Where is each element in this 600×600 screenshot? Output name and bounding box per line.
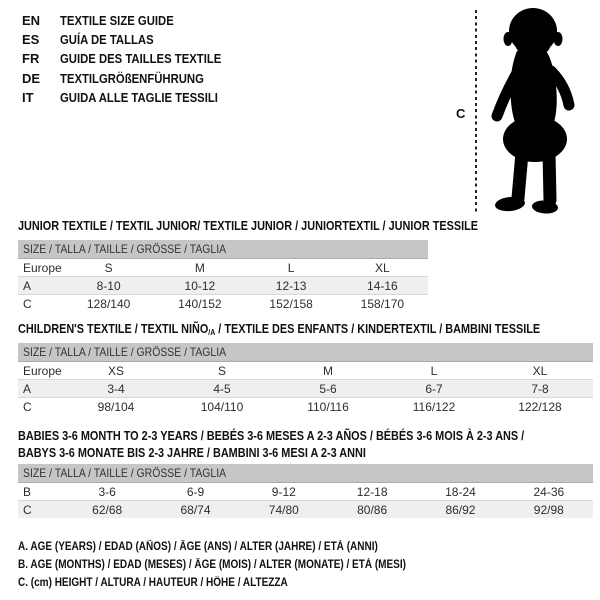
junior-section-title <box>18 219 479 240</box>
size-value-cell: 104/110 <box>200 399 244 414</box>
size-value-cell: 122/128 <box>518 399 562 414</box>
size-value-cell: XL <box>487 362 593 380</box>
size-header-band <box>18 240 428 259</box>
size-value-cell: 12-18 <box>328 483 416 501</box>
table-row <box>18 380 593 398</box>
footnotes <box>18 538 464 592</box>
footnote-b <box>18 556 464 574</box>
table-row <box>18 259 428 277</box>
toddler-silhouette-icon <box>484 6 596 216</box>
size-value-cell: 74/80 <box>240 501 328 519</box>
row-label: Europe <box>18 259 63 277</box>
size-value-cell: XL <box>337 259 428 277</box>
row-label: A <box>18 380 63 398</box>
row-label: Europe <box>18 362 63 380</box>
size-value-cell: 14-16 <box>337 277 428 295</box>
table-row <box>18 362 593 380</box>
table-row <box>18 483 593 501</box>
babies-title-line2: BABYS 3-6 MONATE BIS 2-3 JAHRE / BAMBINI 3-6 MESI A 2-3 ANNI <box>18 446 366 460</box>
size-value-cell: 3-4 <box>63 380 169 398</box>
footnote-c <box>18 574 464 592</box>
junior-size-table <box>18 259 428 312</box>
lang-row-es <box>22 30 245 49</box>
height-measure-label: C <box>456 106 466 121</box>
footnote-c-text: C. (cm) HEIGHT / ALTURA / HAUTEUR / HÖHE / ALTEZZA <box>18 577 288 589</box>
junior-section-title-text: JUNIOR TEXTILE / TEXTIL JUNIOR/ TEXTILE JUNIOR / JUNIORTEXTIL / JUNIOR TESSILE <box>18 219 479 233</box>
size-value-cell: 80/86 <box>328 501 416 519</box>
children-size-table <box>18 362 593 415</box>
children-textile-section <box>18 322 593 415</box>
size-value-cell: 10-12 <box>154 277 245 295</box>
size-value-cell: S <box>63 259 154 277</box>
size-value-cell: 18-24 <box>416 483 504 501</box>
lang-row-it <box>22 88 245 107</box>
size-header-text: SIZE / TALLA / TAILLE / GRÖSSE / TAGLIA <box>23 466 227 480</box>
row-label: C <box>18 501 63 519</box>
lang-code: EN <box>22 13 41 28</box>
lang-row-fr <box>22 49 245 68</box>
language-title-list <box>22 11 245 107</box>
title-subscript: /A <box>208 328 216 337</box>
size-value-cell: 128/140 <box>86 296 131 311</box>
lang-code: IT <box>22 89 34 105</box>
size-value-cell: 6-7 <box>381 380 487 398</box>
size-header-band <box>18 464 593 483</box>
size-value-cell: M <box>275 362 381 380</box>
table-row <box>18 277 428 295</box>
size-value-cell: 68/74 <box>151 501 239 519</box>
babies-textile-section <box>18 428 593 518</box>
row-label: C <box>23 296 32 311</box>
size-value-cell: 6-9 <box>151 483 239 501</box>
junior-textile-section <box>18 219 479 312</box>
size-value-cell: L <box>246 259 337 277</box>
size-value-cell: M <box>154 259 245 277</box>
size-value-cell: 92/98 <box>505 501 593 519</box>
footnote-b-text: B. AGE (MONTHS) / EDAD (MESES) / ÂGE (MOIS) / ALTER (MONATE) / ETÀ (MESI) <box>18 559 406 571</box>
footnote-a-text: A. AGE (YEARS) / EDAD (AÑOS) / ÂGE (ANS) / ALTER (JAHRE) / ETÀ (ANNI) <box>18 541 378 553</box>
lang-label: GUIDA ALLE TAGLIE TESSILI <box>60 89 218 105</box>
size-value-cell: 116/122 <box>412 399 456 414</box>
babies-section-title <box>18 428 593 464</box>
lang-code: ES <box>22 32 40 48</box>
title-part: CHILDREN'S TEXTILE / TEXTIL NIÑO <box>18 322 209 336</box>
size-header-band <box>18 343 593 362</box>
size-value-cell: 24-36 <box>505 483 593 501</box>
size-value-cell: 4-5 <box>169 380 275 398</box>
size-value-cell: 3-6 <box>63 483 151 501</box>
size-value-cell: 5-6 <box>275 380 381 398</box>
lang-label: GUIDE DES TAILLES TEXTILE <box>60 51 222 67</box>
size-value-cell: 8-10 <box>63 277 154 295</box>
size-value-cell: 158/170 <box>360 296 405 311</box>
size-value-cell: 9-12 <box>240 483 328 501</box>
row-label: C <box>23 399 32 414</box>
title-part: / TEXTILE DES ENFANTS / KINDERTEXTIL / BAMBINI TESSILE <box>215 322 541 336</box>
lang-code: DE <box>22 70 41 86</box>
row-label: B <box>18 483 63 501</box>
size-value-cell: 86/92 <box>416 501 504 519</box>
lang-row-de <box>22 69 245 88</box>
size-header-text: SIZE / TALLA / TAILLE / GRÖSSE / TAGLIA <box>23 345 227 359</box>
babies-title-line1: BABIES 3-6 MONTH TO 2-3 YEARS / BEBÉS 3-6 MESES A 2-3 AÑOS / BÉBÉS 3-6 MOIS À 2-3 ANS / <box>18 429 525 443</box>
lang-label: TEXTILGRÖßENFÜHRUNG <box>60 70 204 86</box>
babies-size-table <box>18 483 593 518</box>
children-section-title-text <box>18 322 540 338</box>
lang-row-en <box>22 11 245 30</box>
table-row <box>18 295 428 313</box>
size-value-cell: 152/158 <box>269 296 313 311</box>
footnote-a <box>18 538 464 556</box>
lang-label: GUÍA DE TALLAS <box>60 32 154 48</box>
size-value-cell: 12-13 <box>246 277 337 295</box>
row-label: A <box>18 277 63 295</box>
table-row <box>18 501 593 519</box>
children-section-title <box>18 322 593 343</box>
size-value-cell: 62/68 <box>63 501 151 519</box>
lang-code: FR <box>22 51 40 67</box>
size-value-cell: XS <box>63 362 169 380</box>
height-dashed-line <box>475 10 477 213</box>
lang-label: TEXTILE SIZE GUIDE <box>60 13 174 28</box>
size-value-cell: 98/104 <box>97 399 135 414</box>
size-value-cell: S <box>169 362 275 380</box>
size-value-cell: 7-8 <box>487 380 593 398</box>
size-header-text: SIZE / TALLA / TAILLE / GRÖSSE / TAGLIA <box>23 242 227 256</box>
size-value-cell: L <box>381 362 487 380</box>
size-value-cell: 140/152 <box>178 296 222 311</box>
size-value-cell: 110/116 <box>307 399 349 414</box>
table-row <box>18 398 593 416</box>
